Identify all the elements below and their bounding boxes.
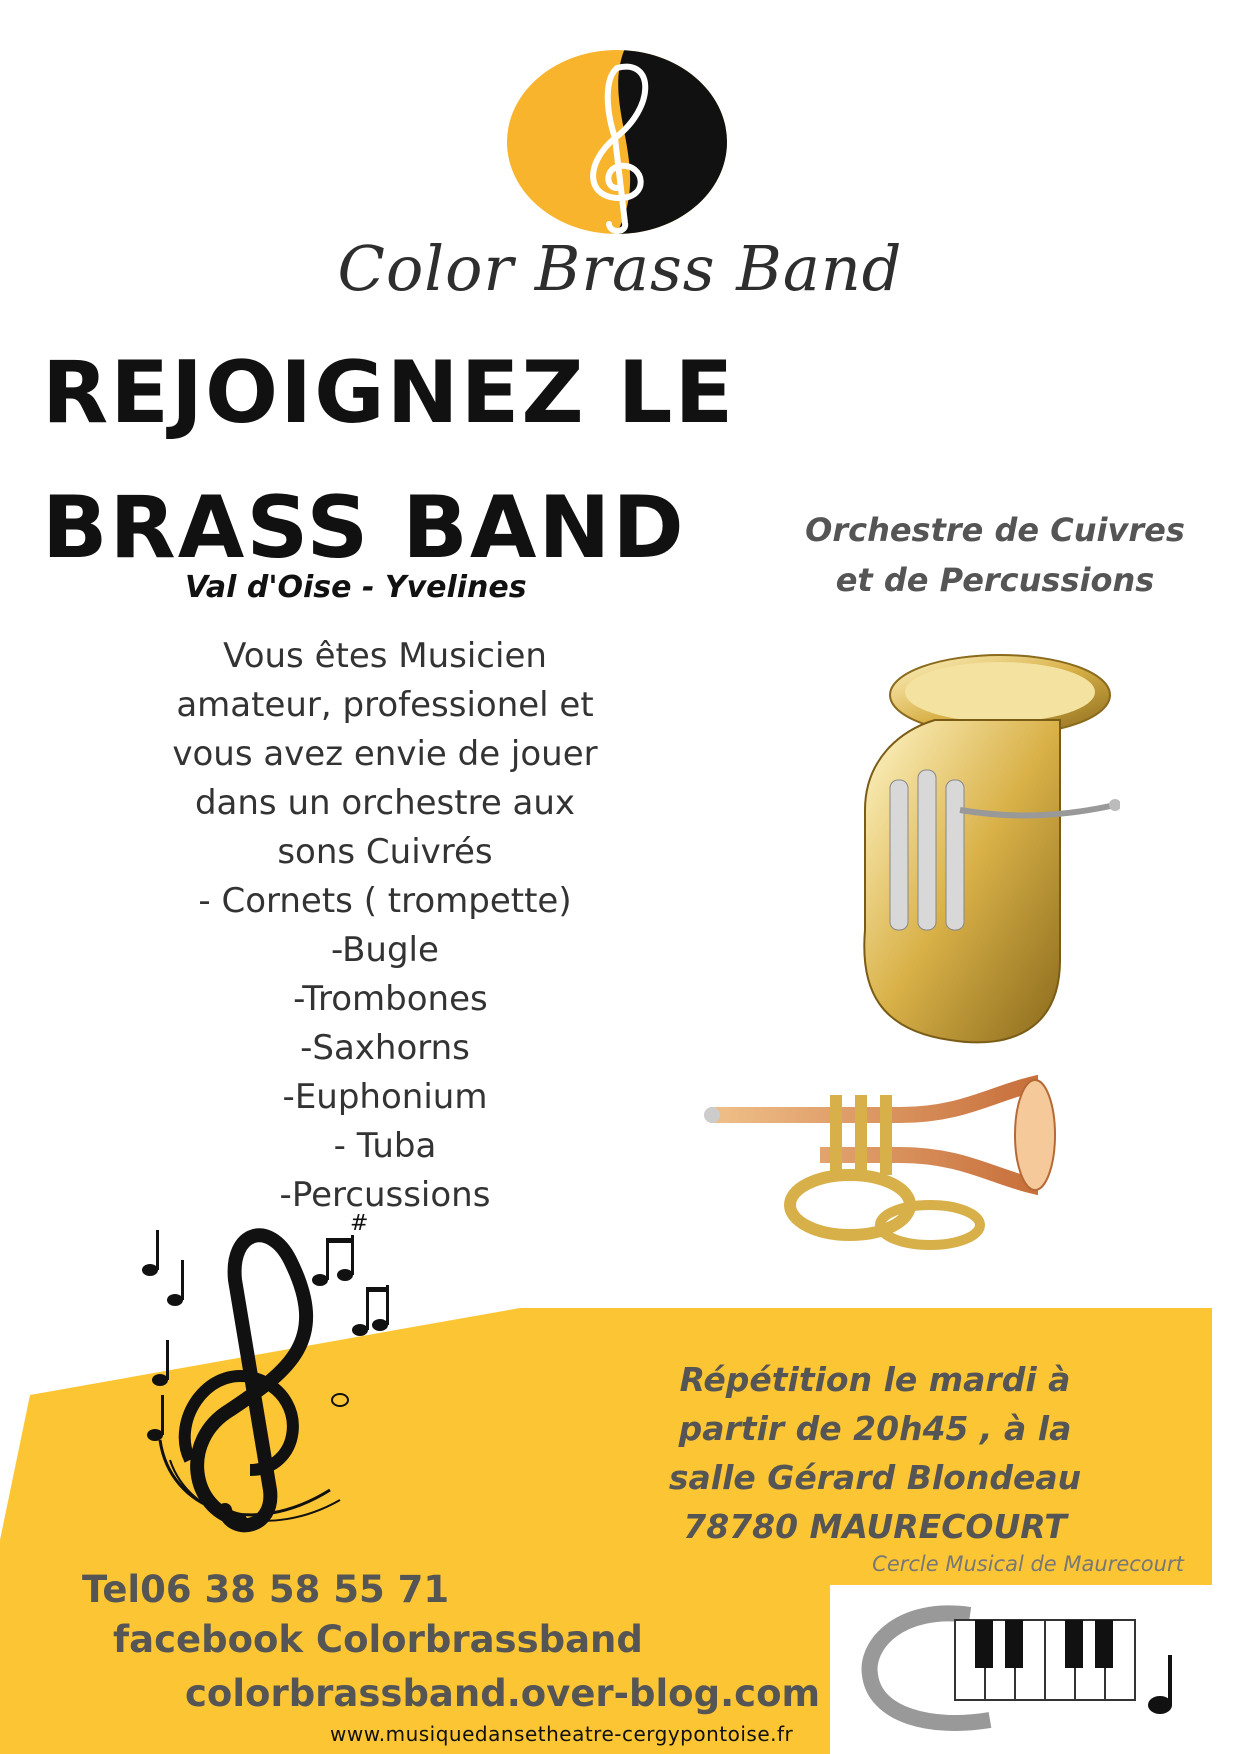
- intro-line: Vous êtes Musicien: [223, 636, 547, 676]
- rehearsal-line: partir de 20h45 , à la: [678, 1409, 1072, 1448]
- instrument-item: - Tuba: [333, 1126, 437, 1166]
- tagline-line-1: Orchestre de Cuivres: [805, 511, 1185, 549]
- piano-keys-logo: [860, 1595, 1190, 1735]
- rehearsal-line: salle Gérard Blondeau: [668, 1458, 1082, 1497]
- facebook-contact: [113, 1618, 643, 1661]
- rehearsal-line: Répétition le mardi à: [679, 1360, 1071, 1399]
- intro-line: sons Cuivrés: [277, 832, 493, 872]
- instrument-list: [120, 877, 650, 1220]
- partner-name: Cercle Musical de Maurecourt: [872, 1552, 1184, 1576]
- phone-label: Tel: [82, 1568, 141, 1611]
- instrument-item: -Percussions: [279, 1175, 491, 1215]
- intro-line: dans un orchestre aux: [194, 783, 576, 823]
- facebook-label: facebook: [113, 1618, 304, 1661]
- phone-contact: [82, 1568, 449, 1611]
- svg-text:#: #: [350, 1211, 369, 1236]
- instrument-item: -Euphonium: [282, 1077, 488, 1117]
- logo-emblem: [505, 48, 730, 236]
- rehearsal-line: 78780 MAURECOURT: [683, 1507, 1067, 1546]
- tagline-line-2: et de Percussions: [835, 561, 1155, 599]
- treble-clef-notes-image: [130, 1190, 410, 1550]
- blog-link[interactable]: colorbrassband.over-blog.com: [185, 1672, 821, 1715]
- rehearsal-info: [640, 1355, 1110, 1551]
- instrument-item: -Saxhorns: [300, 1028, 470, 1068]
- intro-line: vous avez envie de jouer: [172, 734, 598, 774]
- orchestra-tagline: [780, 505, 1210, 605]
- intro-paragraph: [120, 632, 650, 877]
- instrument-item: - Cornets ( trompette): [198, 881, 572, 921]
- headline-line-1: REJOIGNEZ LE: [42, 343, 736, 443]
- facebook-name[interactable]: Colorbrassband: [315, 1618, 643, 1661]
- intro-line: amateur, professionel et: [176, 685, 594, 725]
- instrument-item: -Trombones: [282, 979, 488, 1019]
- region-subtitle: Val d'Oise - Yvelines: [185, 570, 527, 605]
- logo-brand-name: Color Brass Band: [337, 232, 903, 305]
- website-link[interactable]: www.musiquedansetheatre-cergypontoise.fr: [330, 1722, 794, 1746]
- cornet-image: [700, 1075, 1070, 1265]
- instrument-item: -Bugle: [331, 930, 439, 970]
- headline-line-2: BRASS BAND: [42, 478, 686, 578]
- tuba-image: [770, 630, 1120, 1050]
- phone-number[interactable]: 06 38 58 55 71: [140, 1568, 450, 1611]
